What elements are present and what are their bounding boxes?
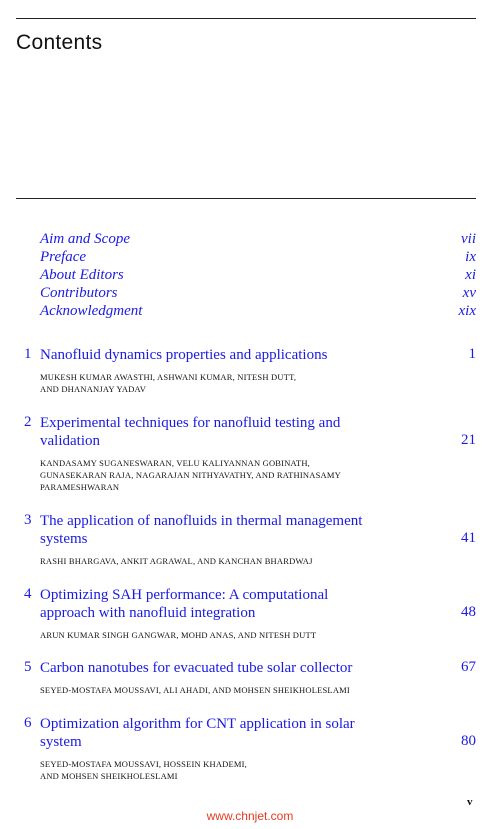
chapter-authors: [40, 555, 430, 567]
chapter-title[interactable]: Nanofluid dynamics properties and applications: [40, 347, 328, 363]
front-matter-page: xi: [465, 267, 476, 283]
author-line: MUKESH KUMAR AWASTHI, ASHWANI KUMAR, NITESH DUTT,: [40, 372, 297, 382]
chapter-page: 48: [461, 604, 476, 620]
front-matter-item[interactable]: [40, 231, 476, 249]
front-matter-item[interactable]: [40, 285, 476, 303]
front-matter-item[interactable]: [40, 303, 476, 321]
front-matter-item[interactable]: [40, 249, 476, 267]
chapter-page: 80: [461, 733, 476, 749]
chapter-title[interactable]: Optimization algorithm for CNT application in solar system: [40, 716, 355, 750]
chapter-page: 21: [461, 432, 476, 448]
front-matter-page: xix: [458, 303, 476, 319]
chapter-authors: [40, 457, 430, 493]
front-matter-label: Acknowledgment: [40, 303, 143, 319]
chapter-title[interactable]: The application of nanofluids in thermal management systems: [40, 513, 363, 547]
author-line: GUNASEKARAN RAJA, NAGARAJAN NITHYAVATHY, AND RATHINASAMY: [40, 470, 341, 480]
author-line: SEYED-MOSTAFA MOUSSAVI, HOSSEIN KHADEMI,: [40, 759, 248, 769]
author-line: SEYED-MOSTAFA MOUSSAVI, ALI AHADI, AND MOHSEN SHEIKHOLESLAMI: [40, 685, 350, 695]
chapter-title[interactable]: Experimental techniques for nanofluid testing and validation: [40, 415, 341, 449]
page-folio: v: [467, 796, 473, 808]
section-rule: [16, 198, 476, 199]
page-title: Contents: [16, 31, 103, 54]
chapter-number: 3: [24, 512, 32, 528]
chapter-number: 5: [24, 659, 32, 675]
front-matter-label: Preface: [40, 249, 87, 265]
author-line: PARAMESHWARAN: [40, 482, 120, 492]
chapter-number: 2: [24, 414, 32, 430]
front-matter-label: About Editors: [40, 267, 124, 283]
author-line: KANDASAMY SUGANESWARAN, VELU KALIYANNAN GOBINATH,: [40, 458, 310, 468]
chapter-title[interactable]: Optimizing SAH performance: A computational approach with nanofluid integration: [40, 587, 329, 621]
author-line: ARUN KUMAR SINGH GANGWAR, MOHD ANAS, AND NITESH DUTT: [40, 630, 317, 640]
front-matter-page: xv: [462, 285, 476, 301]
author-line: AND MOHSEN SHEIKHOLESLAMI: [40, 771, 178, 781]
chapter-number: 4: [24, 586, 32, 602]
front-matter-label: Aim and Scope: [40, 231, 130, 247]
chapter-authors: [40, 684, 430, 696]
front-matter-item[interactable]: [40, 267, 476, 285]
chapter-page: 67: [461, 659, 476, 675]
chapter-page: 1: [468, 346, 476, 362]
author-line: AND DHANANJAY YADAV: [40, 384, 147, 394]
chapter-number: 1: [24, 346, 32, 362]
top-rule: [16, 18, 476, 19]
chapter-number: 6: [24, 715, 32, 731]
site-watermark: www.chnjet.com: [206, 809, 294, 823]
front-matter-page: ix: [465, 249, 476, 265]
front-matter-page: vii: [461, 231, 476, 247]
chapter-title[interactable]: Carbon nanotubes for evacuated tube solar collector: [40, 660, 353, 676]
chapter-authors: [40, 758, 430, 782]
chapter-authors: [40, 629, 430, 641]
chapter-authors: [40, 371, 430, 395]
front-matter-label: Contributors: [40, 285, 118, 301]
author-line: RASHI BHARGAVA, ANKIT AGRAWAL, AND KANCHAN BHARDWAJ: [40, 556, 313, 566]
chapter-page: 41: [461, 530, 476, 546]
